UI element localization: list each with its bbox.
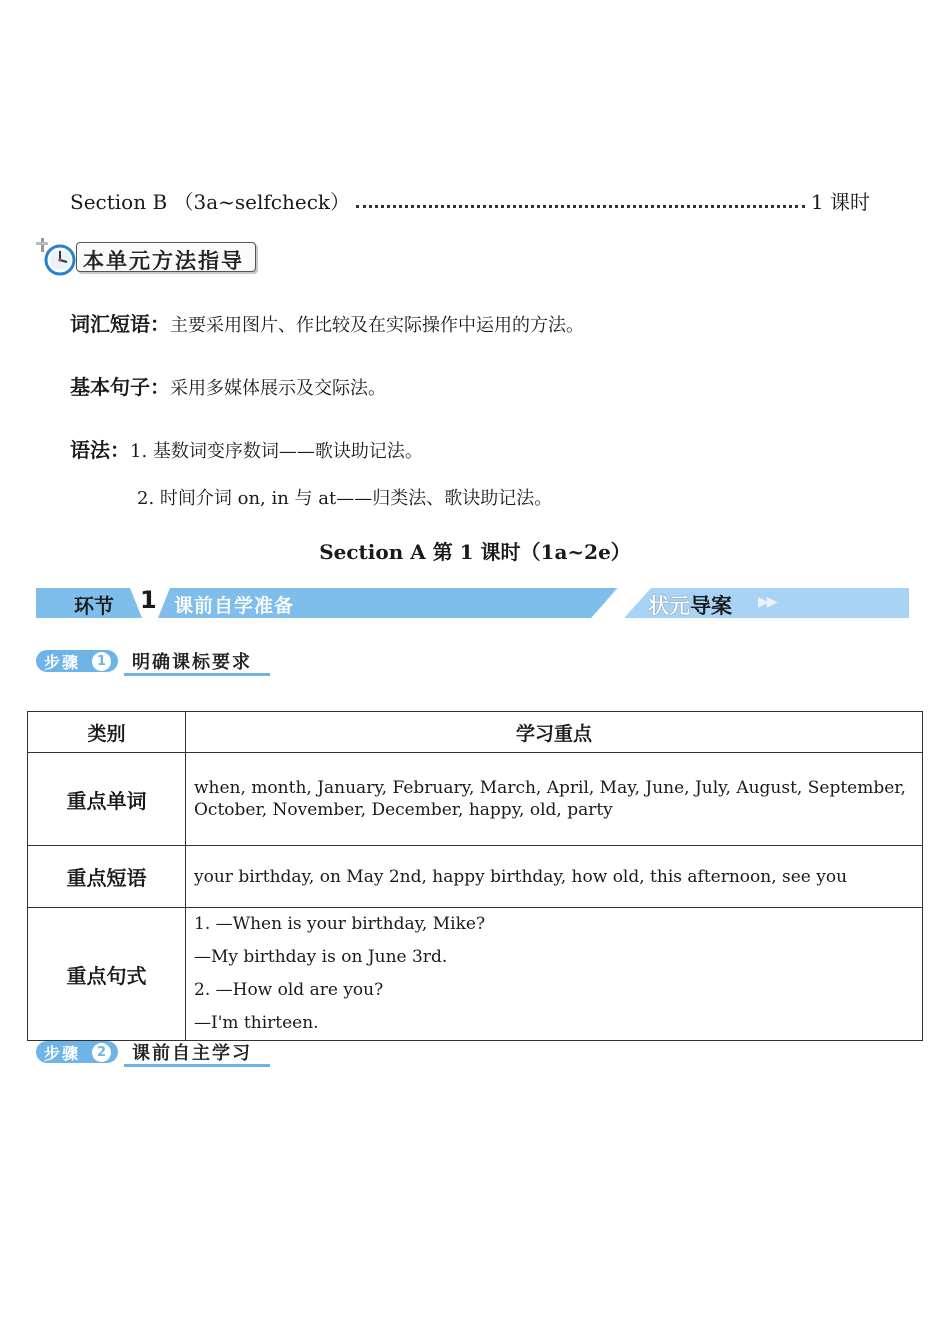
grammar-method	[70, 437, 423, 465]
row-content	[186, 908, 923, 1041]
step-1-badge	[36, 648, 270, 676]
method-title-box	[76, 242, 256, 272]
section-band	[36, 588, 909, 618]
step-underline	[124, 1064, 270, 1067]
row-category: 重点单词	[28, 753, 186, 846]
grammar-item-1: 1. 基数词变序数词——歌诀助记法。	[130, 441, 423, 462]
method-banner	[36, 238, 258, 276]
step-pill-label: 步骤	[44, 653, 81, 672]
table-header-row	[28, 712, 923, 753]
clock-icon	[36, 238, 80, 276]
band-tag: 环节	[74, 594, 114, 618]
row-category: 重点句式	[28, 908, 186, 1041]
step-label: 课前自主学习	[132, 1043, 252, 1064]
step-2-badge	[36, 1039, 270, 1067]
grammar-label: 语法：	[70, 438, 130, 462]
toc-page: 1 课时	[810, 189, 870, 214]
band-title: 课前自学准备	[174, 595, 295, 617]
double-arrow-icon: ▶▶	[758, 594, 776, 610]
sentence-method	[70, 374, 386, 402]
sentence-line: 1. —When is your birthday, Mike?	[194, 914, 486, 934]
band-dark-segment	[36, 588, 616, 618]
method-title: 本单元方法指导	[83, 249, 244, 273]
sentence-label: 基本句子：	[70, 375, 170, 399]
brand-left: 状元	[648, 594, 690, 618]
header-category: 类别	[28, 712, 186, 753]
toc-entry: Section B （3a~selfcheck）	[70, 189, 351, 214]
toc-line	[70, 186, 870, 214]
step-label: 明确课标要求	[132, 652, 252, 673]
section-title: Section A 第 1 课时（1a~2e）	[319, 540, 631, 564]
step-number: 2	[92, 1043, 111, 1062]
sentence-line: 2. —How old are you?	[194, 980, 384, 1000]
band-brand	[648, 590, 732, 620]
sentence-line: —I'm thirteen.	[194, 1013, 319, 1033]
vocab-method	[70, 311, 584, 339]
focus-table	[27, 711, 923, 1041]
sentence-text: 采用多媒体展示及交际法。	[170, 378, 386, 399]
band-number: 1	[140, 586, 157, 614]
step-number: 1	[92, 652, 111, 671]
sentence-line: —My birthday is on June 3rd.	[194, 947, 448, 967]
table-row	[28, 753, 923, 846]
toc-leader-dots	[356, 193, 805, 208]
table-row	[28, 846, 923, 908]
step-underline	[124, 673, 270, 676]
brand-right: 导案	[690, 594, 732, 618]
vocab-text: 主要采用图片、作比较及在实际操作中运用的方法。	[170, 315, 584, 336]
header-focus: 学习重点	[186, 712, 923, 753]
row-category: 重点短语	[28, 846, 186, 908]
row-content: your birthday, on May 2nd, happy birthday, how old, this afternoon, see you	[186, 846, 923, 908]
vocab-label: 词汇短语：	[70, 312, 170, 336]
row-content: when, month, January, February, March, April, May, June, July, August, September, October, November, December, happy, old, party	[186, 753, 923, 846]
table-row	[28, 908, 923, 1041]
grammar-item-2: 2. 时间介词 on, in 与 at——归类法、歌诀助记法。	[137, 488, 553, 509]
step-pill-label: 步骤	[44, 1044, 81, 1063]
